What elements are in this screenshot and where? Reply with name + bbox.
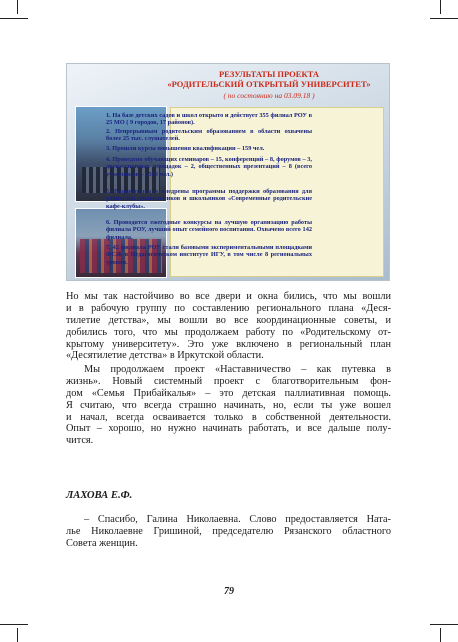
text-line: добились того, что мы продолжаем работу по «Родительскому от- <box>66 326 391 338</box>
result-item: 2. Непрерывным родительским образованием в области охвачены более 25 тыс. слушателей. <box>106 128 312 143</box>
text-line: – Спасибо, Галина Николаевна. Слово предоставляется Ната- <box>84 514 391 525</box>
crop-mark <box>440 0 441 14</box>
paragraph-1 <box>66 291 391 362</box>
text-line: Опыт – хорошо, но нужно начинать работать, и все дальше полу- <box>66 423 391 435</box>
text-line: Я считаю, что всегда страшно начинать, но, если ты уже вошел <box>66 399 391 411</box>
text-line: дом «Семья Прибайкалья» – это детская паллиативная помощь. <box>66 387 391 399</box>
text-line: Совета женщин. <box>66 537 138 549</box>
text-line: Но мы так настойчиво во все двери и окна бились, что мы вошли <box>66 291 391 302</box>
paragraph-2 <box>66 364 391 447</box>
text-line: и в рабочую группу по составлению регионального плана «Деся- <box>66 302 391 314</box>
crop-mark <box>17 628 18 642</box>
crop-mark <box>430 18 458 19</box>
crop-mark <box>0 624 28 625</box>
slide-subtitle: ( по состоянию на 03.09.18 ) <box>223 91 315 100</box>
crop-mark <box>440 628 441 642</box>
result-item: 1. На базе детских садов и школ открыто и действует 355 филиал РОУ в 25 МО ( 9 городов, 17 районов). <box>106 112 312 127</box>
text-line: Мы продолжаем проект «Наставничество – как путевка в <box>84 364 391 375</box>
slide-title <box>159 69 379 89</box>
result-item: 7. 42 филиала РОУ стали базовыми экспериментальными площадками ФСЖ в Педагогическом институте ИГУ, в том числе 8 региональных уровня. <box>106 244 312 266</box>
text-line: крытому университету». Это уже включено в региональный план <box>66 338 391 350</box>
text-line: жизнь». Новый системный проект с благотворительным фон- <box>66 375 391 387</box>
text-line: чится. <box>66 435 94 447</box>
result-item: 5. Разработаны и внедрены программы поддержки образования для родителей дошкольников и школьников «Современные родительские кафе-клубы». <box>106 188 312 210</box>
text-line: «Десятилетие детства» в Иркутской области. <box>66 350 264 362</box>
crop-mark <box>0 18 28 19</box>
crop-mark <box>430 624 458 625</box>
slide-title-line: «РОДИТЕЛЬСКИЙ ОТКРЫТЫЙ УНИВЕРСИТЕТ» <box>167 79 371 89</box>
page-number: 79 <box>224 586 234 597</box>
result-item: 4. Проведено обучающих семинаров – 15, конференций – 8, форумов – 3, дискуссионных площадок – 2, общественных презентаций – 8 (всего участников – 2500 чел.) <box>106 156 312 178</box>
text-line: лье Николаевне Гришиной, председателю Рязанского областного <box>66 525 391 537</box>
paragraph-3 <box>66 514 391 550</box>
crop-mark <box>17 0 18 14</box>
text-line: тилетие детства», мы вошли во все координационные советы, и <box>66 314 391 326</box>
slide-title-line: РЕЗУЛЬТАТЫ ПРОЕКТА <box>218 69 320 79</box>
text-line: и начал, всегда осваивается только в собственной деятельности. <box>66 411 391 423</box>
result-item: 6. Проводятся ежегодные конкурсы на лучшую организацию работы филиала РОУ, лучший опыт семейного воспитания. Охвачено всего 142 филиала. <box>106 219 312 241</box>
speaker-name: ЛАХОВА Е.Ф. <box>66 490 133 501</box>
result-item: 3. Прошли курсы повышения квалификации – 159 чел. <box>106 145 265 152</box>
